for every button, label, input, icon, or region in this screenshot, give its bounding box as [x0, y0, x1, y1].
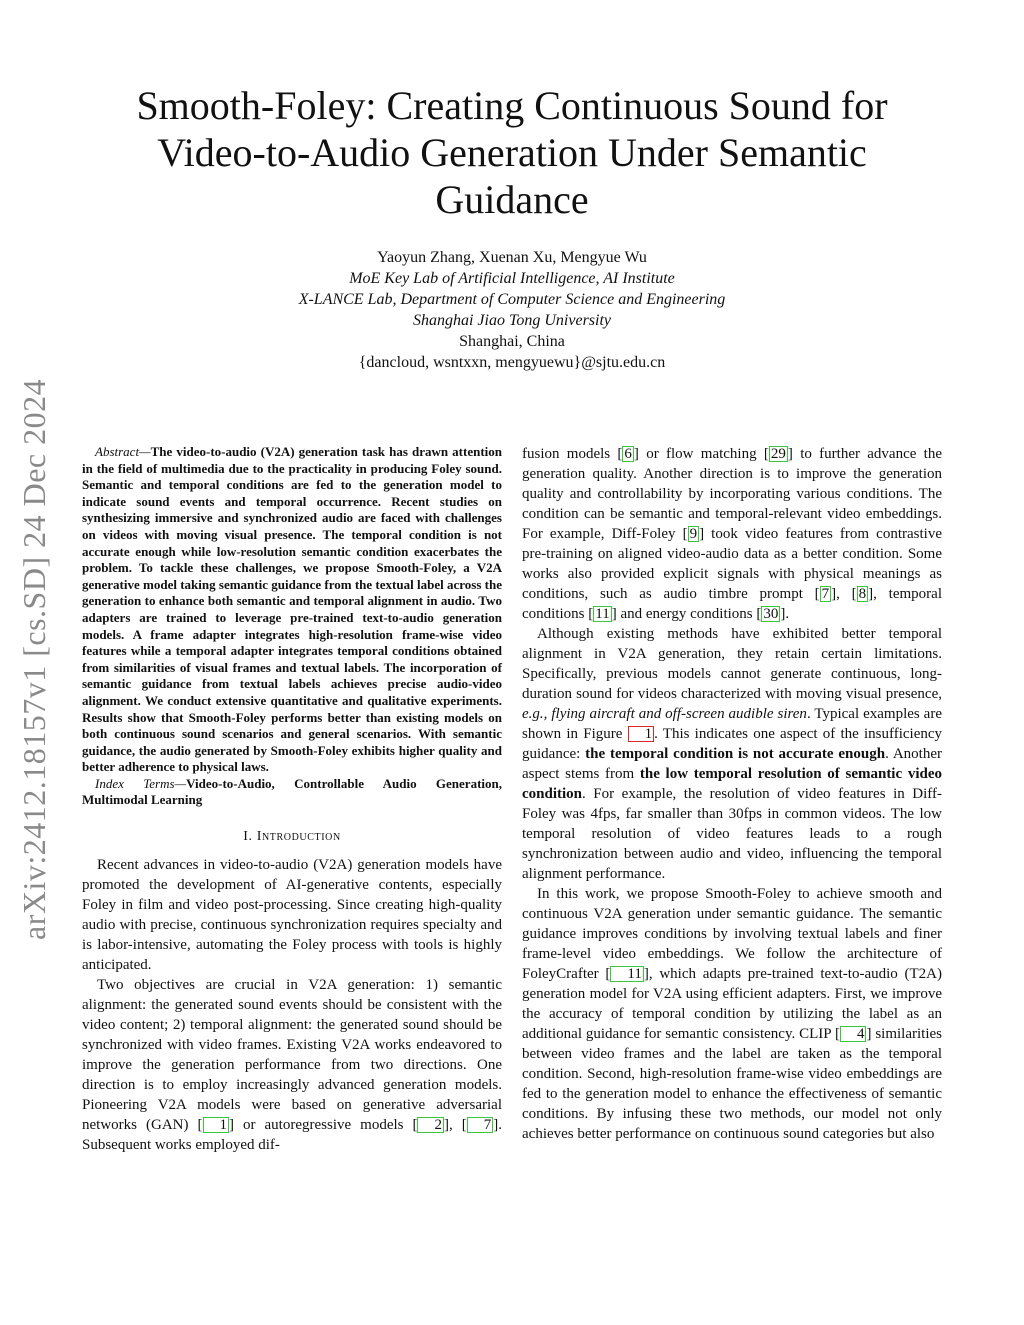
citation-link[interactable]: 7: [821, 586, 830, 602]
citation-link[interactable]: 11: [610, 966, 643, 982]
right-p1-text-a: Although existing methods have exhibited better temporal alignment in V2A generation, they retain certain limitations. Specifically, previous models cannot generate continuous, long-duration sound for videos characterized with moving visual presence,: [522, 626, 942, 702]
citation-link[interactable]: 29: [770, 446, 786, 462]
intro-paragraph-1: Recent advances in video-to-audio (V2A) generation models have promoted the development of AI-generative contents, especially Foley in film and video post-processing. Since creating high-quality audio with precise, continuous synchronization requires specialty and is labor-intensive, automating the Foley process with tools is highly anticipated.: [82, 857, 502, 974]
right-p2-text-c: similarities between video frames and the label are taken as the temporal condition. Second, high-resolution frame-wise video embeddings are fed to the generation model to enhance the effectiveness of semantic conditions. By infusing these two methods, our model not only achieves better performance on continuous sound categories but also: [522, 1026, 942, 1142]
right-paragraph-1: [522, 624, 942, 884]
section-number: I.: [243, 829, 253, 845]
paper-title: Smooth-Foley: Creating Continuous Sound for Video-to-Audio Generation Under Semantic Guidance: [136, 83, 888, 222]
citation-link[interactable]: 8: [858, 586, 867, 602]
right-column: [522, 444, 942, 1144]
index-terms-text: Video-to-Audio, Controllable Audio Generation, Multimodal Learning: [82, 775, 502, 808]
right-p2-text-a: In this work, we propose Smooth-Foley to achieve smooth and continuous V2A generation under semantic guidance. The semantic guidance improves conditions by involving textual labels and finer frame-level video embeddings. We follow the architecture of FoleyCrafter: [522, 886, 942, 982]
right-paragraph-0: fusion models [ 6 ] or flow matching [ 29 ] to further advance the generation quality. Another direction is to improve the generation quality and controllability by incorporating various conditions. The condition can be semantic and temporal-relevant video embeddings. For example, Diff-Foley [ 9 ] took video features from contrastive pre-training on aligned video-audio data as a better condition. Some works also provided explicit signals with physical meanings as conditions, such as audio timbre prompt [ 7 ], [ 8 ], temporal conditions [ 11 ] and energy conditions [ 30 ].: [522, 446, 943, 622]
abstract: [82, 444, 502, 776]
index-terms: [82, 776, 502, 809]
right-p0-text-c: to further advance the generation quality. Another direction is to improve the generation quality and controllability by incorporating various conditions. The condition can be semantic and temporal-relevant video embeddings. For example, Diff-Foley: [522, 446, 943, 542]
intro-paragraph-2: Two objectives are crucial in V2A generation: 1) semantic alignment: the generated sound events should be consistent with the video content; 2) temporal alignment: the generated sound should be synchronized with video frames. Existing V2A works endeavored to improve the generation performance from two directions. One direction is to employ increasingly advanced generation models. Pioneering V2A models were based on generative adversarial networks (GAN) [ 1 ] or autoregressive models [ 2 ], [ 7 ]. Subsequent works employed dif-: [82, 977, 502, 1154]
author-block: [200, 247, 824, 373]
citation-link[interactable]: 2: [417, 1117, 444, 1133]
right-p1-emphasis: e.g., flying aircraft and off-screen audible siren: [522, 706, 807, 722]
right-p0-text-g: .: [785, 606, 790, 622]
intro-p2-text-c: . Subsequent works employed dif-: [82, 1117, 502, 1154]
citation-link[interactable]: 7: [467, 1117, 494, 1133]
figure-link[interactable]: 1: [628, 726, 655, 742]
citation-link[interactable]: 4: [840, 1026, 867, 1042]
right-p0-text-e: , temporal conditions: [522, 586, 942, 622]
right-p1-text-c: . This indicates one aspect of the insufficiency guidance:: [522, 726, 943, 762]
abstract-label: Abstract—: [95, 444, 151, 459]
right-p1-text-b: . Typical examples are shown in Figure: [522, 706, 942, 742]
right-p0-text-f: and energy conditions: [616, 606, 757, 622]
right-p0-text-b: or flow matching: [638, 446, 764, 462]
index-terms-label: Index Terms—: [95, 775, 187, 791]
section-heading-introduction: [82, 827, 502, 847]
citation-link[interactable]: 11: [595, 606, 610, 622]
left-column: [82, 444, 502, 1155]
author-names: Yaoyun Zhang, Xuenan Xu, Mengyue Wu: [377, 249, 647, 266]
abstract-text: The video-to-audio (V2A) generation task has drawn attention in the field of multimedia due to the practicality in producing Foley sound. Semantic and temporal conditions are fed to the generation model to indicate sound events and temporal occurrence. Recent studies on synthesizing immersive and synchronized audio are faced with challenges on videos with moving visual presence. The temporal condition is not accurate enough while low-resolution semantic condition exacerbates the problem. To tackle these challenges, we propose Smooth-Foley, a V2A generative model taking semantic guidance from the textual label across the generation to enhance both semantic and temporal alignment in audio. Two adapters are trained to leverage pre-trained text-to-audio generation models. A frame adapter integrates high-resolution frame-wise video features while a temporal adapter integrates temporal conditions obtained from similarities of visual frames and textual labels. The incorporation of semantic guidance from textual labels achieves precise audio-video alignment. We conduct extensive quantitative and qualitative experiments. Results show that Smooth-Foley performs better than existing models on both continuous sound scenarios and general scenarios. With semantic guidance, the audio generated by Smooth-Foley exhibits higher quality and better adherence to physical laws.: [82, 444, 502, 775]
affiliation-line-1: MoE Key Lab of Artificial Intelligence, AI Institute: [349, 270, 675, 287]
right-paragraph-2: In this work, we propose Smooth-Foley to achieve smooth and continuous V2A generation under semantic guidance. The semantic guidance improves conditions by involving textual labels and finer frame-level video embeddings. We follow the architecture of FoleyCrafter [ 11 ], which adapts pre-trained text-to-audio (T2A) generation model for V2A using efficient adapters. First, we improve the accuracy of temporal condition by utilizing the label as an additional guidance for semantic consistency. CLIP [ 4 ] similarities between video frames and the label are taken as the temporal condition. Second, high-resolution frame-wise video embeddings are fed to the generation model to enhance the effectiveness of semantic conditions. By infusing these two methods, our model not only achieves better performance on continuous sound categories but also: [522, 886, 943, 1142]
section-title: Introduction: [256, 829, 341, 845]
intro-p2-text-b: or autoregressive models: [234, 1117, 413, 1134]
right-p1-text-e: . For example, the resolution of video features in Diff-Foley was 4fps, far smaller than 30fps in common videos. The low temporal resolution of video features leads to a rough synchronization between audio and video, influencing the temporal alignment performance.: [522, 786, 942, 882]
affiliation-city: Shanghai, China: [459, 333, 565, 350]
intro-p2-text-a: Two objectives are crucial in V2A generation: 1) semantic alignment: the generated sound events should be consistent with the video content; 2) temporal alignment: the generated sound should be synchronized with video frames. Existing V2A works endeavored to improve the generation performance from two directions. One direction is to employ increasingly advanced generation models. Pioneering V2A models were based on generative adversarial networks (GAN): [82, 977, 502, 1134]
right-p1-bold-2: the low temporal resolution of semantic video condition: [522, 766, 942, 802]
affiliation-line-3: Shanghai Jiao Tong University: [412, 312, 612, 329]
author-emails: {dancloud, wsntxxn, mengyuewu}@sjtu.edu.cn: [358, 354, 666, 371]
right-p2-text-b: , which adapts pre-trained text-to-audio (T2A) generation model for V2A using efficient adapters. First, we improve the accuracy of temporal condition by utilizing the label as an additional guidance for semantic consistency. CLIP: [522, 966, 943, 1042]
citation-link[interactable]: 1: [203, 1117, 230, 1133]
arxiv-identifier: arXiv:2412.18157v1 [cs.SD] 24 Dec 2024: [16, 378, 52, 940]
citation-link[interactable]: 6: [624, 446, 632, 462]
citation-link[interactable]: 9: [689, 526, 698, 542]
right-p0-text-d: took video features from contrastive pre-training on aligned video-audio data as a better condition. Some works also provided explicit signals with physical meanings as conditions, such as audio timbre prompt: [522, 526, 942, 602]
right-p0-text-a: fusion models: [522, 446, 618, 462]
citation-link[interactable]: 30: [763, 606, 779, 622]
right-p1-bold-1: the temporal condition is not accurate enough: [585, 746, 886, 762]
affiliation-line-2: X-LANCE Lab, Department of Computer Science and Engineering: [298, 291, 726, 308]
right-p1-text-d: . Another aspect stems from: [522, 746, 942, 782]
